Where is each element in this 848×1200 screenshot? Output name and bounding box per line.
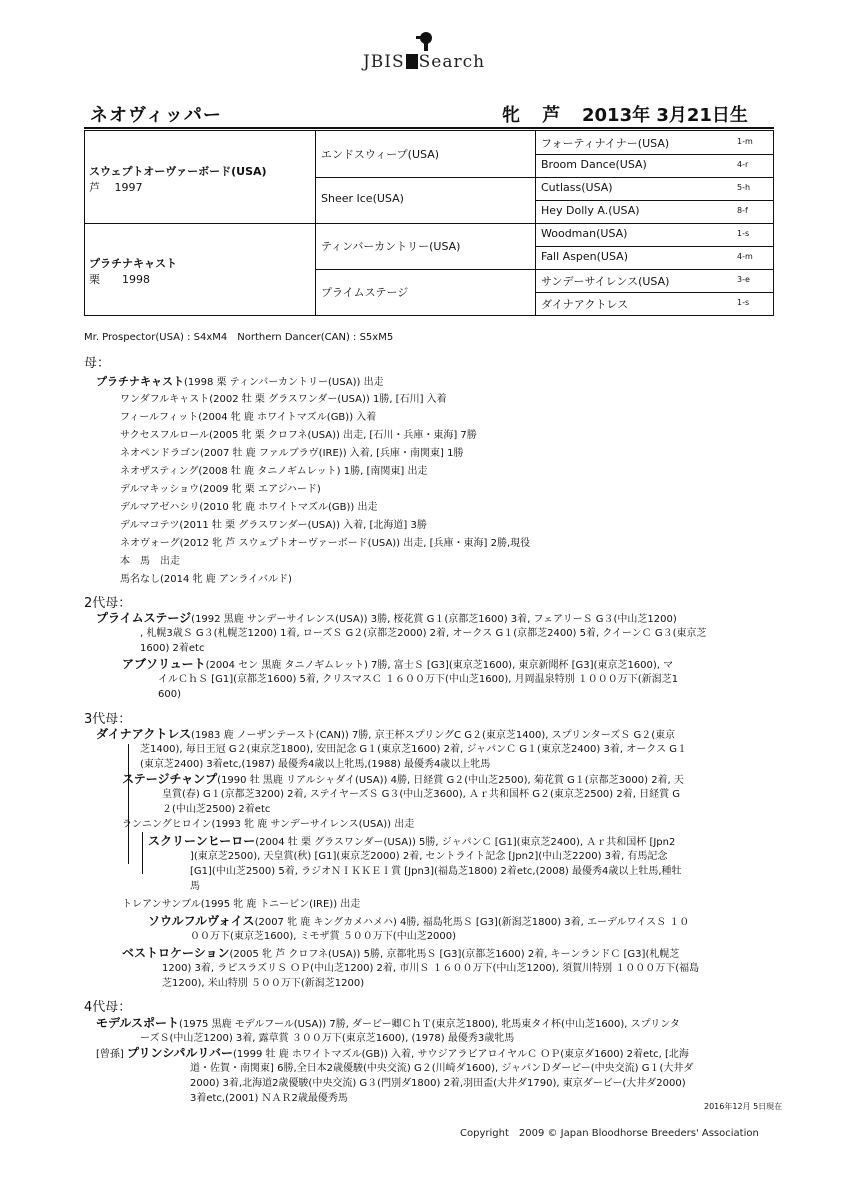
dam-line-head xyxy=(96,374,384,390)
offspring-item[interactable]: 本 馬 出走 xyxy=(120,556,180,567)
pedigree-g3-3[interactable]: Cutlass(USA) xyxy=(541,181,613,194)
g3-sh-line4: 馬 xyxy=(190,881,200,892)
g3-sc-line1 xyxy=(122,772,684,788)
dam-detail: 栗 1998 xyxy=(89,273,150,286)
pedigree-sire-dam[interactable]: Sheer Ice(USA) xyxy=(321,192,404,205)
family-code: 1-m xyxy=(737,137,753,146)
section-g3-title: 3代母： xyxy=(84,712,132,727)
g3-sv-text: (2007 牝 鹿 キングカメハメハ) 4勝, 福島牝馬Ｓ [G3](新潟芝1800) 3着, エーデルワイスＳ １０ xyxy=(254,917,690,928)
offspring-item[interactable]: 馬名なし(2014 牝 鹿 アンライバルド) xyxy=(120,574,292,585)
g3-sh-line1 xyxy=(148,834,675,850)
sire-detail: 芦 1997 xyxy=(89,181,143,194)
dam-line-head-name: プラチナキャスト xyxy=(96,375,184,388)
g4-pr-tag: [曾孫] xyxy=(96,1049,124,1060)
g3-rh-line[interactable]: ランニングヒロイン(1993 牝 鹿 サンデーサイレンス(USA)) 出走 xyxy=(122,819,415,830)
pedigree-dam-dam[interactable]: プライムステージ xyxy=(321,286,409,299)
g4-pr-line4: 3着etc,(2001) ＮＡＲ2歳最優秀馬 xyxy=(190,1093,348,1104)
g4-line2: ーズＳ(中山芝1200) 3着, 露草賞 ３００万下(東京芝1600), (1978) 最優秀3歳牝馬 xyxy=(140,1033,515,1044)
horse-name: ネオヴィッパー xyxy=(90,105,222,126)
g3-sc-line3: ２(中山芝2500) 2着etc xyxy=(162,804,271,815)
site-logo xyxy=(0,34,848,72)
section-g4-title: 4代母： xyxy=(84,1000,132,1015)
g2-sub-line1 xyxy=(122,657,673,673)
logo-text-search: Search xyxy=(418,52,486,72)
pedigree-g3-7[interactable]: サンデーサイレンス(USA) xyxy=(541,275,670,288)
offspring-item[interactable]: ネオヴォーグ(2012 牝 芦 スウェプトオーヴァーボード(USA)) 出走, [兵庫・東海] 2勝,現役 xyxy=(120,538,531,549)
pedigree-sire[interactable] xyxy=(89,163,311,195)
g3-text: (1983 鹿 ノーザンテースト(CAN)) 7勝, 京王杯スプリングC G２(東京芝1400), スプリンターズＳ G２(東京 xyxy=(191,730,676,741)
g2-line1 xyxy=(96,611,677,627)
g3-sc-text: (1990 牡 黒鹿 リアルシャダイ(USA)) 4勝, 日経賞 G２(中山芝2500), 菊花賞 G１(京都芝3000) 2着, 天 xyxy=(217,775,684,786)
pedigree-table xyxy=(84,130,774,316)
pedigree-g3-2[interactable]: Broom Dance(USA) xyxy=(541,158,647,171)
g3-name[interactable]: ダイナアクトレス xyxy=(96,727,192,741)
g2-name[interactable]: プライムステージ xyxy=(96,611,192,625)
g3-bl-line3: 芝1200), 米山特別 ５００万下(新潟芝1200) xyxy=(162,978,365,989)
g3-sh-name[interactable]: スクリーンヒーロー xyxy=(148,834,256,848)
dam-line-head-rest: (1998 栗 ティンバーカントリー(USA)) 出走 xyxy=(184,377,384,388)
g4-name[interactable]: モデルスポート xyxy=(96,1016,180,1030)
family-code: 5-h xyxy=(737,183,751,192)
family-code: 1-s xyxy=(737,298,750,307)
g4-pr-line2: 道・佐賀・南関東] 6勝,全日本2歳優駿(中央交流) G２(川崎ダ1600), ジャパンＤダービー(中央交流) G１(大井ダ xyxy=(190,1063,694,1074)
g3-sv-line2: ００万下(東京芝1600), ミモザ賞 ５００万下(中山芝2000) xyxy=(190,931,457,942)
offspring-item[interactable]: デルマキッショウ(2009 牝 栗 エアジハード) xyxy=(120,484,321,495)
g3-bl-line2: 1200) 3着, ラピスラズリＳ ＯＰ(中山芝1200) 2着, 市川Ｓ １６００万下(中山芝1200), 須賀川特別 １０００万下(福島 xyxy=(162,963,700,974)
g3-sv-line1 xyxy=(148,914,689,930)
pedigree-g3-4[interactable]: Hey Dolly A.(USA) xyxy=(541,204,640,217)
g2-sub-line2: イルＣｈＳ [G1](京都芝1600) 5着, クリスマスＣ １６００万下(中山芝1600), 月岡温泉特別 １０００万下(新潟芝1 xyxy=(158,674,679,685)
g3-sc-name[interactable]: ステージチャンプ xyxy=(122,772,218,786)
pedigree-g3-5[interactable]: Woodman(USA) xyxy=(541,227,628,240)
g3-bl-text: (2005 牝 芦 クロフネ(USA)) 5勝, 京都牝馬Ｓ [G3](京都芝1600) 2着, キーンランドＣ [G3](札幌芝 xyxy=(229,949,680,960)
horse-birth-date: 2013年 3月21日生 xyxy=(582,105,748,126)
g4-pr-line3: 2000) 3着,北海道2歳優駿(中央交流) G３(門別ダ1800) 2着,羽田盃(大井ダ1790), 東京ダービー(大井ダ2000) xyxy=(190,1078,686,1089)
section-dam-title: 母： xyxy=(84,356,111,371)
g2-line3: 1600) 2着etc xyxy=(140,643,205,654)
inbreeding-line: Mr. Prospector(USA) : S4xM4 Northern Dancer(CAN) : S5xM5 xyxy=(84,332,394,343)
g4-pr-line1 xyxy=(96,1046,689,1062)
family-code: 1-s xyxy=(737,229,750,238)
offspring-item[interactable]: フィールフィット(2004 牝 鹿 ホワイトマズル(GB)) 入着 xyxy=(120,412,377,423)
g3-line1 xyxy=(96,727,675,743)
pedigree-sire-sire[interactable]: エンドスウィープ(USA) xyxy=(321,148,440,161)
g3-sh-line3: [G1](中山芝2500) 5着, ラジオＮＩＫＫＥＩ賞 [Jpn3](福島芝1800) 2着etc,(2008) 最優秀4歳以上牡馬,種牡 xyxy=(190,866,682,877)
pedigree-dam[interactable] xyxy=(89,255,311,287)
copyright: Copyright 2009 © Japan Bloodhorse Breeders' Association xyxy=(460,1128,759,1139)
g4-text: (1975 黒鹿 モデルフール(USA)) 7勝, ダービー卿ＣｈＴ(東京芝1800), 牝馬東タイ杯(中山芝1600), スプリンタ xyxy=(179,1019,680,1030)
logo-square-icon xyxy=(406,54,418,69)
g3-sh-text: (2004 牡 栗 グラスワンダー(USA)) 5勝, ジャパンＣ [G1](東京芝2400), Ａｒ共和国杯 [Jpn2 xyxy=(255,837,676,848)
horse-sex-color: 牝 芦 xyxy=(502,105,569,126)
offspring-item[interactable]: サクセスフルロール(2005 牝 栗 クロフネ(USA)) 出走, [石川・兵庫・東海] 7勝 xyxy=(120,430,477,441)
g2-sub-name[interactable]: アブソリュート xyxy=(122,657,206,671)
pedigree-g3-8[interactable]: ダイナアクトレス xyxy=(541,298,629,311)
g3-bl-name[interactable]: ベストロケーション xyxy=(122,946,230,960)
g3-sc-line2: 皇賞(春) G１(京都芝3200) 2着, ステイヤーズＳ G３(中山芝3600), Ａｒ共和国杯 G２(東京芝2500) 2着, 日経賞 G xyxy=(162,789,681,800)
offspring-item[interactable]: デルマアゼハシリ(2010 牝 鹿 ホワイトマズル(GB)) 出走 xyxy=(120,502,378,513)
offspring-item[interactable]: デルマコテツ(2011 牡 栗 グラスワンダー(USA)) 入着, [北海道] 3勝 xyxy=(120,520,427,531)
offspring-item[interactable]: ワンダフルキャスト(2002 牡 栗 グラスワンダー(USA)) 1勝, [石川] 入着 xyxy=(120,394,447,405)
family-code: 4-r xyxy=(737,160,749,169)
offspring-item[interactable]: ネオザスティング(2008 牡 鹿 タニノギムレット) 1勝, [南関東] 出走 xyxy=(120,466,428,477)
g2-sub-line3: 600) xyxy=(158,689,181,700)
sire-name: スウェプトオーヴァーボード(USA) xyxy=(89,165,267,178)
dam-name: プラチナキャスト xyxy=(89,257,177,270)
g4-pr-text: (1999 牡 鹿 ホワイトマズル(GB)) 入着, サウジアラビアロイヤルＣ ＯＰ(東京ダ1600) 2着etc, [北海 xyxy=(233,1049,689,1060)
pedigree-dam-sire[interactable]: ティンバーカントリー(USA) xyxy=(321,240,461,253)
g3-sv-name[interactable]: ソウルフルヴォイス xyxy=(148,914,255,928)
horse-header xyxy=(84,99,774,129)
g3-line3: (東京芝2400) 3着etc,(1987) 最優秀4歳以上牝馬,(1988) 最優秀4歳以上牝馬 xyxy=(140,759,491,770)
g3-line2: 芝1400), 毎日王冠 G２(東京芝1800), 安田記念 G１(東京芝1600) 2着, ジャパンＣ G１(東京芝2400) 3着, オークス G１ xyxy=(140,744,688,755)
pedigree-g3-1[interactable]: フォーティナイナー(USA) xyxy=(541,137,670,150)
family-code: 8-f xyxy=(737,206,748,215)
family-code: 4-m xyxy=(737,252,753,261)
g2-text: (1992 黒鹿 サンデーサイレンス(USA)) 3勝, 桜花賞 G１(京都芝1600) 3着, フェアリーＳ G３(中山芝1200) xyxy=(191,614,677,625)
logo-mark-icon xyxy=(410,30,438,52)
offspring-item[interactable]: ネオペンドラゴン(2007 牡 鹿 ファルブラヴ(IRE)) 入着, [兵庫・南関東] 1勝 xyxy=(120,448,464,459)
g3-bl-line1 xyxy=(122,946,679,962)
g3-ts-line[interactable]: トレアンサンブル(1995 牝 鹿 トニービン(IRE)) 出走 xyxy=(122,899,361,910)
logo-text-jbis: JBIS xyxy=(362,52,405,72)
section-g2-title: 2代母： xyxy=(84,596,132,611)
as-of-date: 2016年12月 5日現在 xyxy=(704,1102,783,1111)
family-code: 3-e xyxy=(737,275,750,284)
g4-pr-name[interactable]: プリンシパルリバー xyxy=(127,1046,234,1060)
g2-sub-text: (2004 セン 黒鹿 タニノギムレット) 7勝, 富士Ｓ [G3](東京芝1600), 東京新聞杯 [G3](東京芝1600), マ xyxy=(205,660,674,671)
g2-line2: , 札幌3歳Ｓ G３(札幌芝1200) 1着, ローズＳ G２(京都芝2000) 2着, オークス G１(京都芝2400) 5着, クイーンＣ G３(東京芝 xyxy=(140,628,707,639)
pedigree-g3-6[interactable]: Fall Aspen(USA) xyxy=(541,250,628,263)
g4-line1 xyxy=(96,1016,680,1032)
g3-sh-line2: ](東京芝2500), 天皇賞(秋) [G1](東京芝2000) 2着, セントライト記念 [Jpn2](中山芝2200) 3着, 有馬記念 xyxy=(190,851,668,862)
